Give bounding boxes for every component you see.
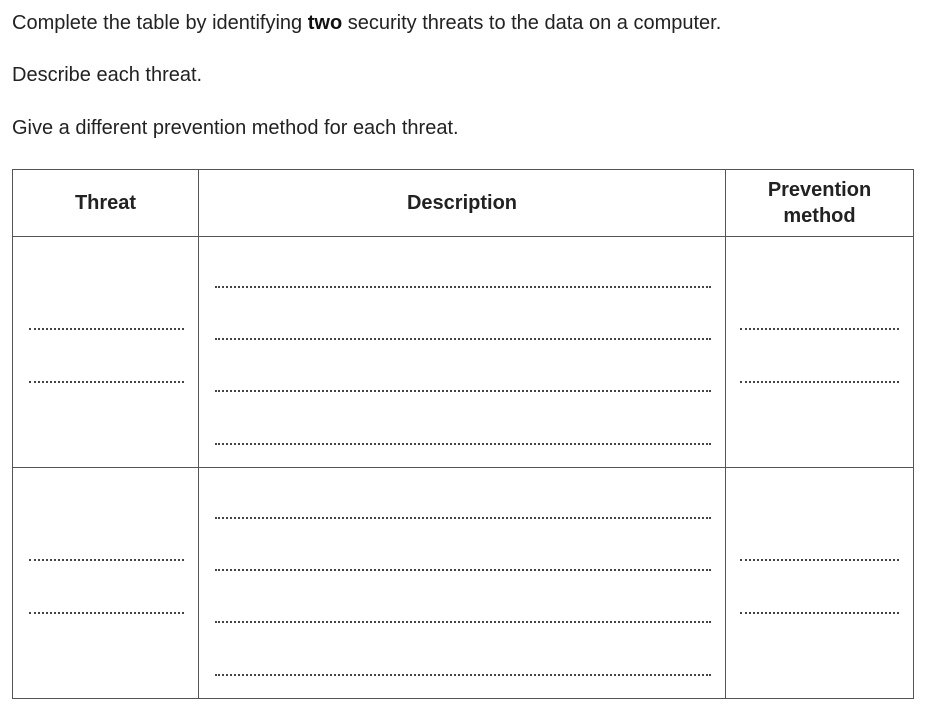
instruction-describe: Describe each threat. (12, 64, 203, 86)
instruction-emphasis: two (307, 12, 343, 34)
header-row (13, 170, 914, 237)
answer-table (12, 169, 914, 699)
table-row (13, 237, 914, 468)
instruction-text-end: security threats to the data on a computer. (342, 12, 722, 34)
answer-line[interactable] (740, 559, 899, 561)
table-row (13, 468, 914, 699)
answer-line[interactable] (215, 517, 711, 519)
header-prevention-method (726, 170, 914, 237)
answer-line[interactable] (740, 612, 899, 614)
answer-line[interactable] (215, 621, 711, 623)
header-threat: Threat (13, 170, 199, 237)
header-prevention-line1: Prevention (767, 179, 872, 201)
threat-cell-2[interactable] (13, 468, 199, 699)
header-prevention-line2: method (783, 205, 856, 227)
instruction-complete-table (12, 11, 721, 35)
answer-line[interactable] (29, 381, 184, 383)
answer-line[interactable] (740, 381, 899, 383)
prevention-cell-2[interactable] (726, 468, 914, 699)
answer-line[interactable] (215, 338, 711, 340)
answer-line[interactable] (29, 328, 184, 330)
answer-line[interactable] (215, 569, 711, 571)
answer-line[interactable] (29, 612, 184, 614)
answer-line[interactable] (740, 328, 899, 330)
header-description: Description (199, 170, 726, 237)
answer-line[interactable] (215, 443, 711, 445)
description-cell-1[interactable] (199, 237, 726, 468)
description-cell-2[interactable] (199, 468, 726, 699)
answer-line[interactable] (215, 674, 711, 676)
prevention-cell-1[interactable] (726, 237, 914, 468)
answer-line[interactable] (215, 286, 711, 288)
answer-line[interactable] (215, 390, 711, 392)
instruction-prevention: Give a different prevention method for each threat. (12, 117, 459, 139)
answer-line[interactable] (29, 559, 184, 561)
instruction-text-start: Complete the table by identifying (12, 12, 308, 34)
threat-cell-1[interactable] (13, 237, 199, 468)
